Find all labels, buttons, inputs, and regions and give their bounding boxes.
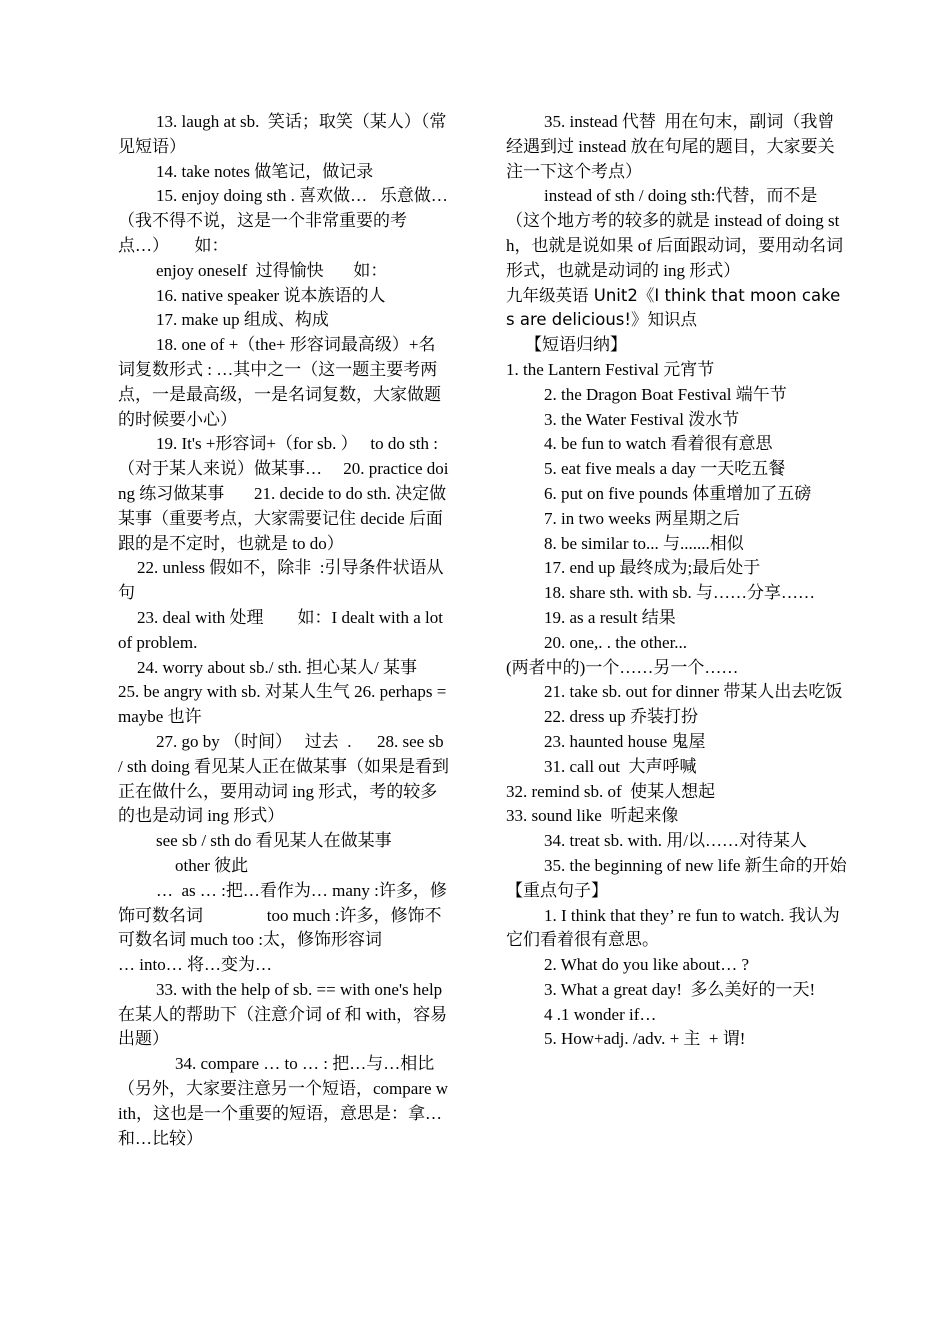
list-item: 18. share sth. with sb. 与……分享…… <box>544 583 816 603</box>
list-item: 8. be similar to... 与.......相似 <box>544 533 744 553</box>
paragraph: 18. one of +（the+ 形容词最高级）+名词复数形式 : …其中之一（这一题主要考两点，一是最高级，一是名词复数，大家做题的时候要小心） <box>118 335 441 429</box>
sentence-item: 2. What do you like about… ? <box>544 955 750 975</box>
sentence-item: 3. What a great day! 多么美好的一天! <box>544 979 816 999</box>
section-heading: 九年级英语 Unit2《I think that moon cakes are delicious!》知识点 <box>506 285 841 330</box>
sentence-item: 5. How+adj. /adv. + 主 + 谓! <box>544 1029 746 1049</box>
paragraph: 17. make up 组成、构成 <box>156 310 329 330</box>
paragraph: … as … :把…看作为… many :许多，修饰可数名词 too much :许多，修饰不可数名词 much too :太，修饰形容词 … into… 将…变为… <box>118 880 447 975</box>
left-column <box>118 110 456 1151</box>
paragraph: other 彼此 <box>175 855 249 875</box>
section-label-sentences: 【重点句子】 <box>506 880 608 900</box>
paragraph: 15. enjoy doing sth . 喜欢做… 乐意做…（我不得不说，这是一个非常重要的考点…） 如： <box>118 186 448 255</box>
list-item: 22. dress up 乔装打扮 <box>544 707 698 727</box>
sentence-item: 4 .1 wonder if… <box>544 1004 657 1024</box>
list-item: 34. treat sb. with. 用/以……对待某人 <box>544 831 808 851</box>
list-item: 35. the beginning of new life 新生命的开始 <box>544 855 847 875</box>
list-item: 21. take sb. out for dinner 带某人出去吃饭 <box>544 682 843 702</box>
list-item: 23. haunted house 鬼屋 <box>544 731 706 751</box>
list-item: 17. end up 最终成为;最后处于 <box>544 558 761 578</box>
paragraph: 22. unless 假如不，除非 :引导条件状语从句 <box>118 558 444 603</box>
list-item: 3. the Water Festival 泼水节 <box>544 409 740 429</box>
paragraph: enjoy oneself 过得愉快 如： <box>156 260 388 280</box>
paragraph: 34. compare … to … : 把…与…相比（另外，大家要注意另一个短语，compare with，这也是一个重要的短语，意思是：拿…和…比较） <box>118 1054 449 1148</box>
list-item: 32. remind sb. of 使某人想起 <box>506 781 716 801</box>
paragraph: see sb / sth do 看见某人在做某事 <box>156 831 392 851</box>
section-label-phrases: 【短语归纳】 <box>525 335 627 355</box>
list-item: 19. as a result 结果 <box>544 607 676 627</box>
list-item: 6. put on five pounds 体重增加了五磅 <box>544 483 812 503</box>
sentence-item: 1. I think that they’ re fun to watch. 我认为它们看着很有意思。 <box>506 905 840 950</box>
list-item: 1. the Lantern Festival 元宵节 <box>506 359 715 379</box>
paragraph: 13. laugh at sb. 笑话；取笑（某人）（常见短语） <box>118 112 447 156</box>
paragraph: 19. It's +形容词+（for sb. ） to do sth :（对于某人来说）做某事… 20. practice doing 练习做某事 21. decide to do sth. 决定做某事（重要考点，大家需要记住 decide 后面跟的是不定时，也就是 to do） <box>118 434 449 553</box>
list-item: 7. in two weeks 两星期之后 <box>544 508 740 528</box>
list-item: 5. eat five meals a day 一天吃五餐 <box>544 459 786 479</box>
paragraph: 27. go by （时间） 过去 . 28. see sb / sth doing 看见某人正在做某事（如果是看到正在做什么，要用动词 ing 形式，考的较多的也是动词 ing 形式） <box>118 731 450 826</box>
paragraph: 16. native speaker 说本族语的人 <box>156 285 386 305</box>
paragraph: 33. with the help of sb. == with one's help 在某人的帮助下（注意介词 of 和 with，容易出题） <box>118 979 451 1049</box>
list-item: 2. the Dragon Boat Festival 端午节 <box>544 384 787 404</box>
right-column <box>506 110 848 1052</box>
list-item: 31. call out 大声呼喊 <box>544 756 697 776</box>
paragraph: 24. worry about sb./ sth. 担心某人/ 某事 25. be angry with sb. 对某人生气 26. perhaps = maybe 也许 <box>118 657 456 727</box>
list-item: 33. sound like 听起来像 <box>506 806 679 826</box>
paragraph: 23. deal with 处理 如：I dealt with a lot of problem. <box>118 607 448 652</box>
list-item: (两者中的)一个……另一个…… <box>506 657 739 677</box>
paragraph: instead of sth / doing sth:代替，而不是 （这个地方考的较多的就是 instead of doing sth，也就是说如果 of 后面跟动词，要用动名词形式，也就是动词的 ing 形式） <box>506 186 844 280</box>
paragraph: 35. instead 代替 用在句末，副词（我曾经遇到过 instead 放在句尾的题目，大家要关注一下这个考点） <box>506 112 835 181</box>
list-item: 4. be fun to watch 看着很有意思 <box>544 434 773 454</box>
paragraph: 14. take notes 做笔记，做记录 <box>156 161 374 181</box>
list-item: 20. one,. . the other... <box>544 632 688 652</box>
